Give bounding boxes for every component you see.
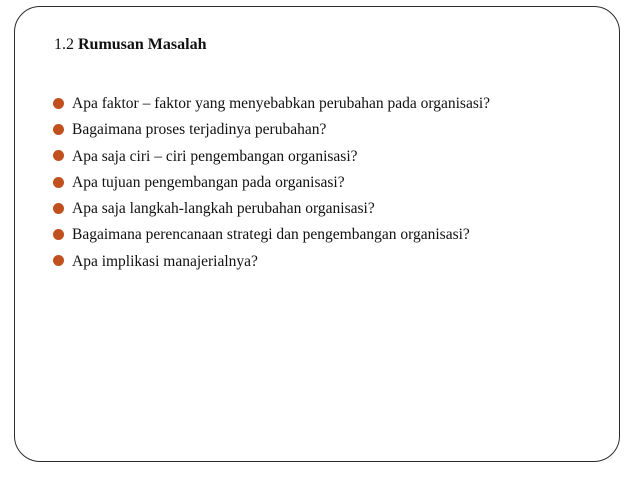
list-item-text: Bagaimana proses terjadinya perubahan? [72, 121, 327, 139]
list-item-text: Bagaimana perencanaan strategi dan pengembangan organisasi? [72, 226, 470, 244]
list-item [53, 91, 490, 117]
list-item-text: Apa implikasi manajerialnya? [72, 252, 258, 270]
list-item [53, 196, 490, 222]
bullet-icon [53, 177, 64, 188]
list-item-text: Apa tujuan pengembangan pada organisasi? [72, 173, 345, 191]
bullet-icon [53, 255, 64, 266]
bullet-icon [53, 98, 64, 109]
slide-title [54, 36, 206, 54]
list-item-text: Apa saja langkah-langkah perubahan organisasi? [72, 200, 375, 218]
list-item [53, 222, 490, 248]
title-text: Rumusan Masalah [78, 36, 207, 53]
slide-frame [14, 6, 620, 462]
list-item-text: Apa saja ciri – ciri pengembangan organisasi? [72, 147, 358, 165]
list-item [53, 170, 490, 196]
bullet-icon [53, 229, 64, 240]
question-list [53, 91, 490, 275]
bullet-icon [53, 124, 64, 135]
list-item [53, 117, 490, 143]
list-item [53, 144, 490, 170]
list-item [53, 249, 490, 275]
bullet-icon [53, 150, 64, 161]
bullet-icon [53, 203, 64, 214]
list-item-text: Apa faktor – faktor yang menyebabkan perubahan pada organisasi? [72, 95, 491, 112]
title-number: 1.2 [54, 36, 74, 53]
